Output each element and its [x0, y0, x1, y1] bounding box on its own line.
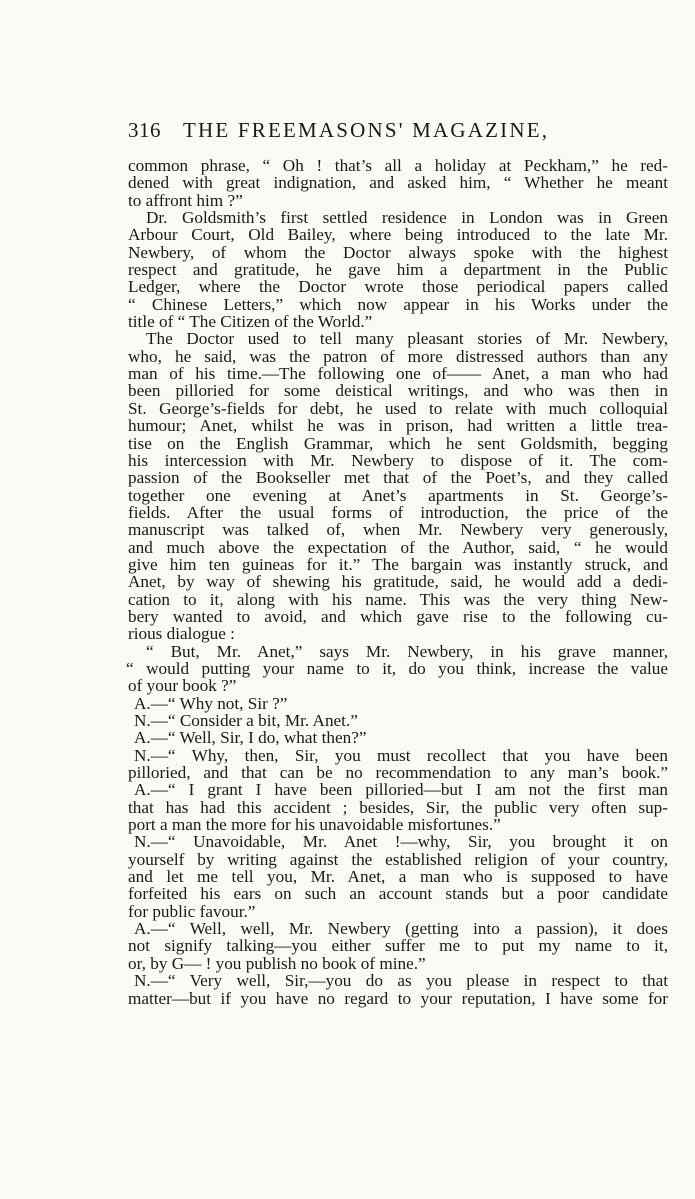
- text-line: Newbery, of whom the Doctor always spoke with the highest: [128, 242, 668, 262]
- text-line: “ Chinese Letters,” which now appear in his Works under the: [128, 294, 668, 314]
- text-line: St. George’s-fields for debt, he used to relate with much colloquial: [128, 398, 668, 418]
- text-line: of your book ?”: [128, 676, 237, 696]
- text-line: rious dialogue :: [128, 624, 235, 644]
- text-line: respect and gratitude, he gave him a department in the Public: [128, 260, 668, 280]
- text-line: who, he said, was the patron of more distressed authors than any: [128, 346, 668, 366]
- article-body: [128, 157, 668, 1007]
- text-line: yourself by writing against the established religion of your country,: [128, 849, 668, 869]
- running-title: THE FREEMASONS' MAGAZINE,: [183, 118, 550, 142]
- text-line: forfeited his ears on such an account stands but a poor candidate: [128, 884, 668, 904]
- text-line: matter—but if you have no regard to your reputation, I have some for: [128, 988, 668, 1008]
- text-line: A.—“ Why not, Sir ?”: [134, 693, 288, 713]
- text-line: N.—“ Why, then, Sir, you must recollect that you have been: [134, 745, 668, 765]
- text-line: The Doctor used to tell many pleasant stories of Mr. Newbery,: [146, 329, 668, 349]
- text-line: cation to it, along with his name. This was the very thing New-: [128, 589, 668, 609]
- text-line: dened with great indignation, and asked him, “ Whether he meant: [128, 173, 668, 193]
- text-line: N.—“ Very well, Sir,—you do as you please in respect to that: [134, 971, 668, 991]
- text-line: his intercession with Mr. Newbery to dispose of it. The com-: [128, 450, 668, 470]
- page-number: 316: [128, 118, 161, 142]
- text-line: A.—“ I grant I have been pilloried—but I am not the first man: [134, 780, 668, 800]
- running-header: [128, 118, 673, 146]
- text-line: that has had this accident ; besides, Sir, the public very often sup-: [128, 797, 668, 817]
- text-line: to affront him ?”: [128, 190, 243, 210]
- text-line: Ledger, where the Doctor wrote those periodical papers called: [128, 277, 668, 297]
- text-line: or, by G— ! you publish no book of mine.”: [128, 953, 426, 973]
- text-line: common phrase, “ Oh ! that’s all a holiday at Peckham,” he red-: [128, 156, 668, 175]
- text-line: passion of the Bookseller met that of the Poet’s, and they called: [128, 468, 668, 488]
- text-line: title of “ The Citizen of the World.”: [128, 312, 373, 332]
- text-line: and let me tell you, Mr. Anet, a man who is supposed to have: [128, 867, 668, 887]
- text-line: A.—“ Well, well, Mr. Newbery (getting into a passion), it does: [134, 919, 668, 939]
- text-line: N.—“ Consider a bit, Mr. Anet.”: [134, 711, 358, 730]
- text-line: A.—“ Well, Sir, I do, what then?”: [134, 728, 367, 748]
- text-line: together one evening at Anet’s apartments in St. George’s-: [128, 485, 668, 505]
- text-line: give him ten guineas for it.” The bargain was instantly struck, and: [128, 554, 668, 574]
- text-line: pilloried, and that can be no recommendation to any man’s book.”: [128, 763, 668, 783]
- text-line: and much above the expectation of the Author, said, “ he would: [128, 537, 668, 557]
- text-line: tise on the English Grammar, which he sent Goldsmith, begging: [128, 433, 668, 453]
- text-line: port a man the more for his unavoidable misfortunes.”: [128, 815, 501, 835]
- text-line: man of his time.—The following one of—— Anet, a man who had: [128, 364, 668, 384]
- text-line: bery wanted to avoid, and which gave rise to the following cu-: [128, 606, 668, 626]
- text-line: not signify talking—you either suffer me to put my name to it,: [128, 936, 668, 956]
- text-line: been pilloried for some deistical writings, and who was then in: [128, 381, 668, 401]
- text-line: “ would putting your name to it, do you think, increase the value: [126, 658, 668, 678]
- text-line: manuscript was talked of, when Mr. Newbery very generously,: [128, 520, 668, 540]
- text-line: Anet, by way of shewing his gratitude, said, he would add a dedi-: [128, 572, 668, 592]
- text-line: Dr. Goldsmith’s first settled residence in London was in Green: [146, 208, 668, 228]
- text-line: humour; Anet, whilst he was in prison, had written a little trea-: [128, 416, 668, 436]
- text-line: for public favour.”: [128, 901, 256, 921]
- text-line: fields. After the usual forms of introduction, the price of the: [128, 502, 668, 522]
- text-line: “ But, Mr. Anet,” says Mr. Newbery, in his grave manner,: [146, 641, 668, 661]
- text-line: N.—“ Unavoidable, Mr. Anet !—why, Sir, you brought it on: [134, 832, 668, 852]
- text-line: Arbour Court, Old Bailey, where being introduced to the late Mr.: [128, 225, 668, 245]
